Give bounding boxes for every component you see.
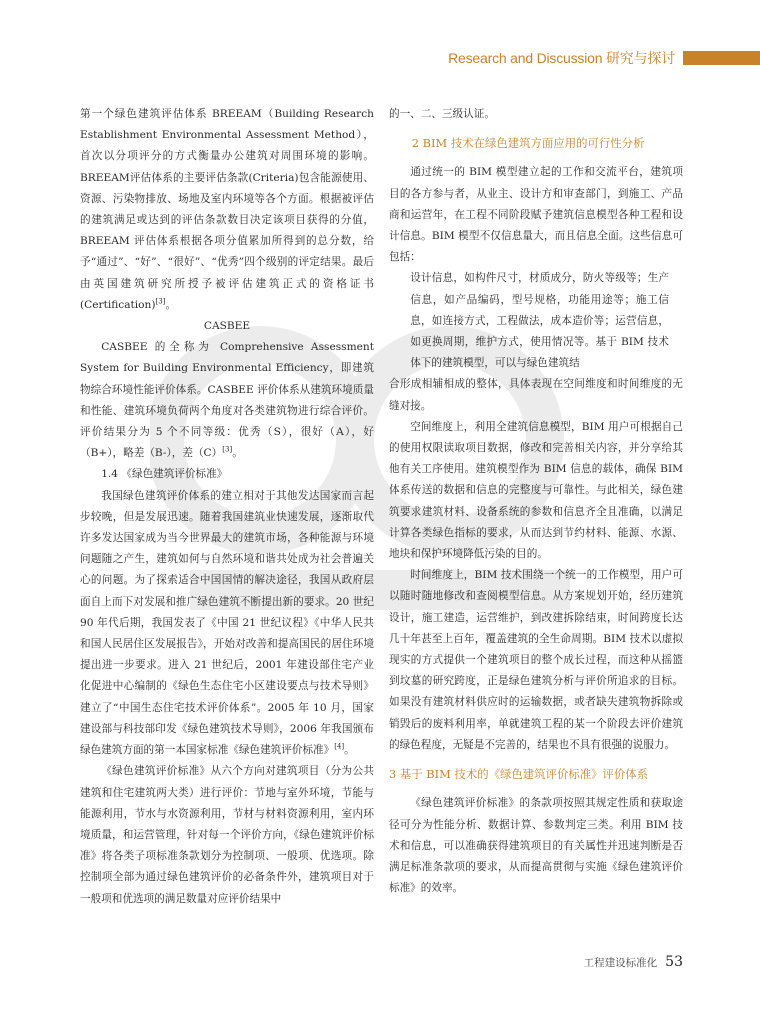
paragraph-time-dimension: 时间维度上，BIM 技术围绕一个统一的工作模型，用户可以随时随地修改和查阅模型信息。从方案规划开始，经历建筑设计，施工建造，运营维护，到改建拆除结束，时间跨度长达几十年甚至上百年，覆盖建筑的全生命周期。BIM 技术以虚拟现实的方式提供一个建筑项目的整个成长过程，而这种从摇篮到坟墓的研究跨度，正是绿色建筑分析与评价所追求的目标。如果没有建筑材料供应时的运输数据，或者缺失建筑物拆除或销毁后的废料利用率，单就建筑工程的某一个阶段去评价建筑的绿色程度，无疑是不完善的，结果也不具有很强的说服力。 bbox=[389, 569, 683, 751]
header-title: Research and Discussion 研究与探讨 bbox=[448, 50, 675, 66]
paragraph-evaluation-system: 《绿色建筑评价标准》的条款项按照其规定性质和获取途径可分为性能分析、数据计算、参数判定三类。利用 BIM 技术和信息，可以准确获得建筑项目的有关属性并迅速判断是否满足标准条款项的要求，从而提高贯彻与实施《绿色建筑评价标准》的效率。 bbox=[389, 797, 683, 895]
paragraph-integration: 合形成相辅相成的整体，具体表现在空间维度和时间维度的无缝对接。 bbox=[389, 378, 683, 412]
section-2-heading: 2 BIM 技术在绿色建筑方面应用的可行性分析 bbox=[411, 136, 645, 151]
paragraph-continuation: 的一、二、三级认证。 bbox=[389, 108, 495, 120]
reference-mark: [3] bbox=[155, 297, 166, 306]
paragraph-breeam: 第一个绿色建筑评估体系 BREEAM（Building Research Establishment Environmental Assessment Method），首次以分项评分的方式衡量办公建筑对周围环境的影响。BREEAM评估体系的主要评估条款(Criteria)包含能源使用、资源、污染物排放、场地及室内环境等各个方面。根据被评估的建筑满足或达到的评估条款数目决定该项目获得的分值，BREEAM 评估体系根据各项分值累加所得到的总分数，给予“通过”、“好”、“很好”、“优秀”四个级别的评定结果。最后由英国建筑研究所授予被评估建筑正式的资格证书(Certification)[3]。 bbox=[80, 108, 374, 311]
subsection-casbee-title: CASBEE bbox=[203, 320, 251, 333]
left-column bbox=[80, 104, 374, 910]
paragraph-casbee: CASBEE 的全称为 Comprehensive Assessment System for Building Environmental Efficiency，即建筑物综合环境性能评价体系。CASBEE 评价体系从建筑环境质量和性能、建筑环境负荷两个角度对各类建筑物进行综合评价。评价结果分为 5 个不同等级：优秀（S），很好（A），好（B+），略差（B-），差（C）[3]。 bbox=[80, 341, 374, 460]
page-footer bbox=[584, 954, 683, 970]
paragraph-standard-directions: 《绿色建筑评价标准》从六个方向对建筑项目（分为公共建筑和住宅建筑两大类）进行评价：节地与室外环境，节能与能源利用，节水与水资源利用，节材与材料资源利用，室内环境质量，和运营管理，针对每一个评价方向，《绿色建筑评价标准》将各类子项标准条款划分为控制项、一般项、优选项。除控制项全部为通过绿色建筑评价的必备条件外，建筑项目对于一般项和优选项的满足数量对应评价结果中 bbox=[80, 765, 374, 905]
right-column bbox=[389, 104, 683, 899]
header-accent-bar bbox=[683, 51, 760, 65]
page-number: 53 bbox=[665, 954, 683, 970]
subsection-1-4-title: 1.4 《绿色建筑评价标准》 bbox=[101, 468, 228, 481]
paragraph-info-list: 设计信息，如构件尺寸，材质成分，防火等级等；生产信息，如产品编码，型号规格，功能用途等；施工信息，如连接方式，工程做法，成本造价等；运营信息，如更换周期，维护方式，使用情况等。基于 BIM 技术体下的建筑模型，可以与绿色建筑结 bbox=[410, 272, 669, 370]
paragraph-spatial-dimension: 空间维度上，利用全建筑信息模型，BIM 用户可根据自己的使用权限读取项目数据，修改和完善相关内容，并分享给其他有关工序使用。建筑模型作为 BIM 信息的载体，确保 BIM 体系传送的数据和信息的完整度与可靠性。与此相关，绿色建筑要求建筑材料、设备系统的参数和信息齐全且准确，以满足计算各类绿色指标的要求，从而达到节约材料、能源、水源、地块和保护环境降低污染的目的。 bbox=[389, 420, 683, 561]
journal-title: 工程建设标准化 bbox=[583, 957, 658, 969]
paragraph-china-history: 我国绿色建筑评价体系的建立相对于其他发达国家而言起步较晚，但是发展迅速。随着我国建筑业快速发展，逐渐取代许多发达国家成为当今世界最大的建筑市场，各种能源与环境问题随之产生，建筑如何与自然环境和谐共处成为社会普遍关心的问题。为了探索适合中国国情的解决途径，我国从政府层面自上而下对发展和推广绿色建筑不断提出新的要求。20 世纪 90 年代后期，我国发表了《中国 21 世纪议程》《中华人民共和国人民居住区发展报告》，开始对改善和提高国民的居住环境提出进一步要求。进入 21 世纪后，2001 年建设部住宅产业化促进中心编制的《绿色生态住宅小区建设要点与技术导则》建立了“中国生态住宅技术评价体系”。2005 年 10 月，国家建设部与科技部印发《绿色建筑技术导则》，2006 年我国颁布绿色建筑方面的第一本国家标准《绿色建筑评价标准》[4]。 bbox=[80, 489, 374, 757]
reference-mark: [3] bbox=[222, 445, 233, 454]
reference-mark: [4] bbox=[334, 742, 345, 751]
paragraph-bim-platform: 通过统一的 BIM 模型建立起的工作和交流平台，建筑项目的各方参与者，从业主、设计方和审查部门，到施工、产品商和运营年，在工程不同阶段赋予建筑信息模型各种工程和设计信息。BIM 模型不仅信息量大，而且信息全面。这些信息可包括： bbox=[389, 166, 683, 264]
page-header bbox=[448, 47, 760, 69]
section-3-heading: 3 基于 BIM 技术的《绿色建筑评价标准》评价体系 bbox=[389, 767, 649, 782]
